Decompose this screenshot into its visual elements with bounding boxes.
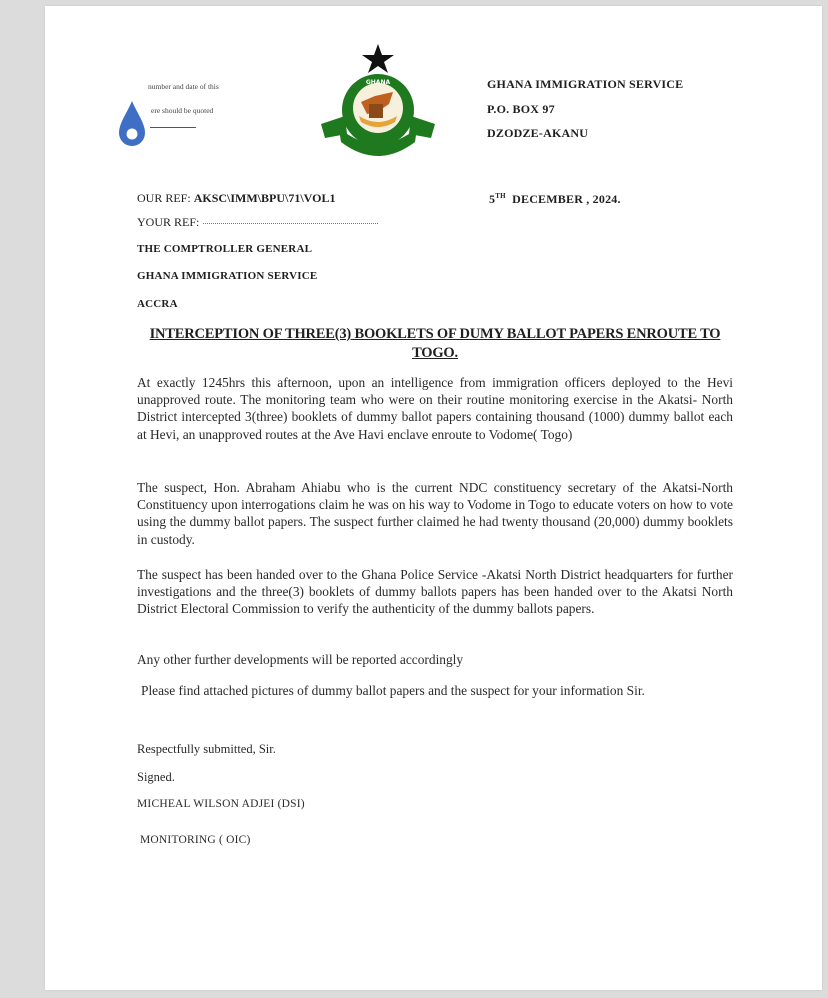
recipient-line-1: THE COMPTROLLER GENERAL	[137, 243, 313, 255]
reference-note-line-2: ere should be quoted	[151, 106, 214, 115]
closing-respectfully: Respectfully submitted, Sir.	[137, 742, 276, 756]
reference-note-line-1: number and date of this	[148, 82, 219, 91]
water-drop-icon	[117, 99, 147, 149]
subject-heading: INTERCEPTION OF THREE(3) BOOKLETS OF DUMY BALLOT PAPERS ENROUTE TO TOGO.	[149, 326, 721, 361]
recipient-line-2: GHANA IMMIGRATION SERVICE	[137, 270, 318, 282]
reference-note-rule	[150, 127, 196, 128]
recipient-line-3: ACCRA	[137, 298, 178, 310]
our-ref	[137, 191, 335, 206]
date-rest: DECEMBER , 2024.	[512, 192, 621, 206]
letterhead-organization: GHANA IMMIGRATION SERVICE	[487, 77, 684, 91]
signatory-title: MONITORING ( OIC)	[140, 834, 251, 846]
our-ref-value: AKSC\IMM\BPU\71\VOL1	[193, 191, 336, 205]
your-ref-blank	[203, 223, 378, 224]
signatory-name: MICHEAL WILSON ADJEI (DSI)	[137, 798, 305, 810]
letterhead-po-box: P.O. BOX 97	[487, 102, 555, 116]
body-attached-note: Please find attached pictures of dummy ballot papers and the suspect for your information Sir.	[141, 683, 645, 698]
body-paragraph-2: The suspect, Hon. Abraham Ahiabu who is the current NDC constituency secretary of the Akatsi-North Constituency upon interrogations claim he was on his way to Vodome in Togo to educate voters on how to vote using the dummy ballot papers. The suspect further claimed he had twenty thousand (20,000) dummy booklets in custody.	[137, 480, 733, 547]
your-ref-label: YOUR REF:	[137, 215, 200, 229]
date-suffix: TH	[495, 192, 506, 200]
body-paragraph-1: At exactly 1245hrs this afternoon, upon an intelligence from immigration officers deployed to the Hevi unapproved route. The monitoring team who were on their routine monitoring exercise in the Akatsi- North District intercepted 3(three) booklets of dummy ballot papers containing thousand (1000) dummy ballot each at Hevi, an unapproved routes at the Ave Havi enclave enroute to Vodome( Togo)	[137, 375, 733, 442]
body-further-developments: Any other further developments will be reported accordingly	[137, 652, 464, 667]
body-paragraph-3: The suspect has been handed over to the Ghana Police Service -Akatsi North District headquarters for further investigations and the three(3) booklets of dummy ballots papers has been handed over to the Akatsi North District Electoral Commission to verify the authenticity of the dummy ballots papers.	[137, 567, 733, 617]
date-day: 5	[489, 192, 496, 206]
closing-signed: Signed.	[137, 770, 175, 784]
letterhead-location: DZODZE-AKANU	[487, 126, 589, 140]
letter-date	[489, 192, 621, 207]
our-ref-label: OUR REF:	[137, 191, 191, 205]
svg-text:GHANA: GHANA	[365, 79, 391, 86]
your-ref	[137, 215, 378, 230]
ghana-immigration-crest-icon	[317, 42, 439, 160]
